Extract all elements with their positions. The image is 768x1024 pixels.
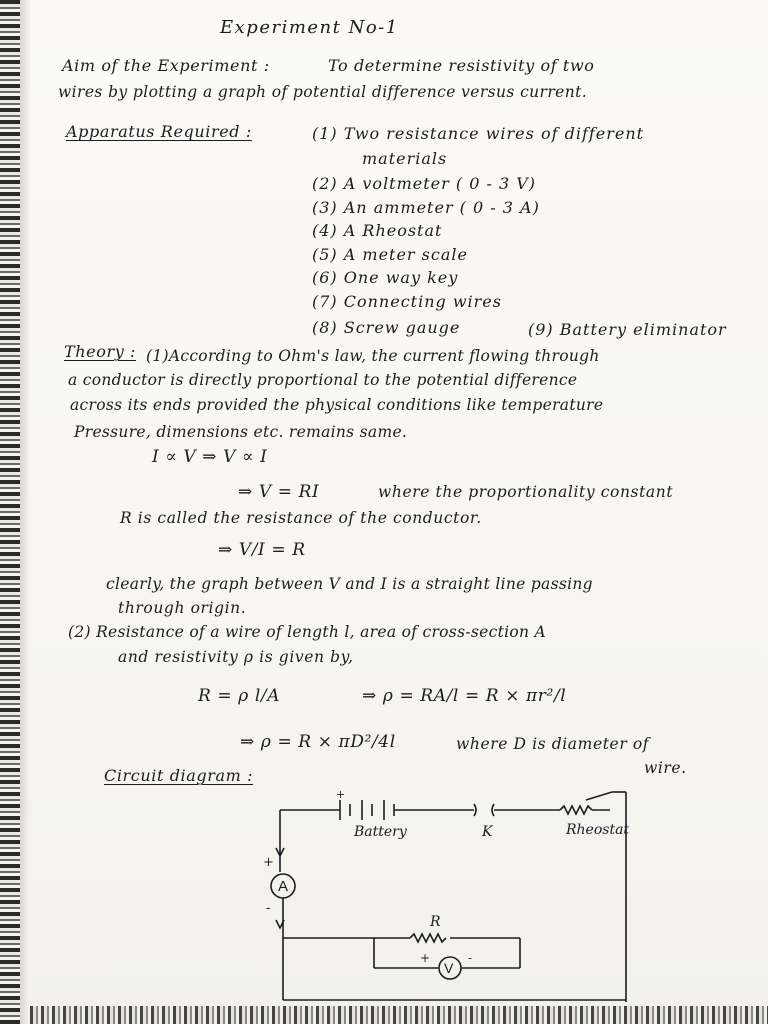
voltmeter-minus-sign: - [468,951,473,965]
ammeter-plus-sign: + [263,855,274,870]
key-label: K [482,824,493,840]
resistor-label: R [430,914,441,930]
theory-label: Theory : [64,342,137,361]
apparatus-item-6: (6) One way key [312,268,459,287]
theory-p2-line-2: and resistivity ρ is given by, [118,648,354,666]
apparatus-item-1: (1) Two resistance wires of different [312,124,645,143]
theory-p1-line-2: a conductor is directly proportional to the potential difference [68,371,578,389]
rheostat-label: Rheostat [566,822,630,838]
resistance-definition: R is called the resistance of the conductor. [120,509,482,527]
battery-label: Battery [354,824,407,840]
apparatus-item-3: (3) An ammeter ( 0 - 3 A) [312,198,540,217]
diameter-note: where D is diameter of [456,735,650,753]
theory-p2-line-1: (2) Resistance of a wire of length l, area of cross-section A [68,623,546,641]
aim-line-1: To determine resistivity of two [328,56,595,75]
equation-resistivity-radius: ⇒ ρ = RA/l = R × πr²/l [362,686,567,706]
apparatus-item-5: (5) A meter scale [312,245,468,264]
voltmeter-plus-sign: + [420,951,431,965]
equation-resistivity-diameter: ⇒ ρ = R × πD²/4l [240,732,396,752]
apparatus-item-1-cont: materials [362,149,448,168]
ammeter-symbol-label: A [278,878,289,895]
ammeter-minus-sign: - [266,901,271,916]
apparatus-item-4: (4) A Rheostat [312,221,443,240]
apparatus-item-2: (2) A voltmeter ( 0 - 3 V) [312,174,537,193]
battery-plus-sign: + [336,788,346,801]
circuit-diagram-label: Circuit diagram : [104,766,254,785]
aim-line-2: wires by plotting a graph of potential difference versus current. [58,83,588,101]
theory-p1-line-3: across its ends provided the physical conditions like temperature [70,396,604,414]
theory-p1-line-1: (1)According to Ohm's law, the current flowing through [146,347,600,365]
equation-ohms-law: ⇒ V = RI [238,482,320,502]
graph-statement-line-1: clearly, the graph between V and I is a straight line passing [106,575,593,593]
apparatus-item-8: (8) Screw gauge [312,318,461,337]
equation-proportionality: I ∝ V ⇒ V ∝ I [152,447,268,467]
page-title: Experiment No-1 [220,17,399,38]
aim-label: Aim of the Experiment : [62,56,270,75]
diameter-note-cont: wire. [644,759,687,777]
equation-ohms-law-note: where the proportionality constant [378,483,674,501]
apparatus-item-7: (7) Connecting wires [312,292,502,311]
theory-p1-line-4: Pressure, dimensions etc. remains same. [74,423,408,441]
equation-resistance-ratio: ⇒ V/I = R [218,540,306,560]
apparatus-item-9: (9) Battery eliminator [528,320,727,339]
graph-statement-line-2: through origin. [118,599,247,617]
apparatus-label: Apparatus Required : [66,122,252,141]
voltmeter-symbol-label: V [444,960,454,976]
equation-resistance-formula: R = ρ l/A [198,686,281,706]
